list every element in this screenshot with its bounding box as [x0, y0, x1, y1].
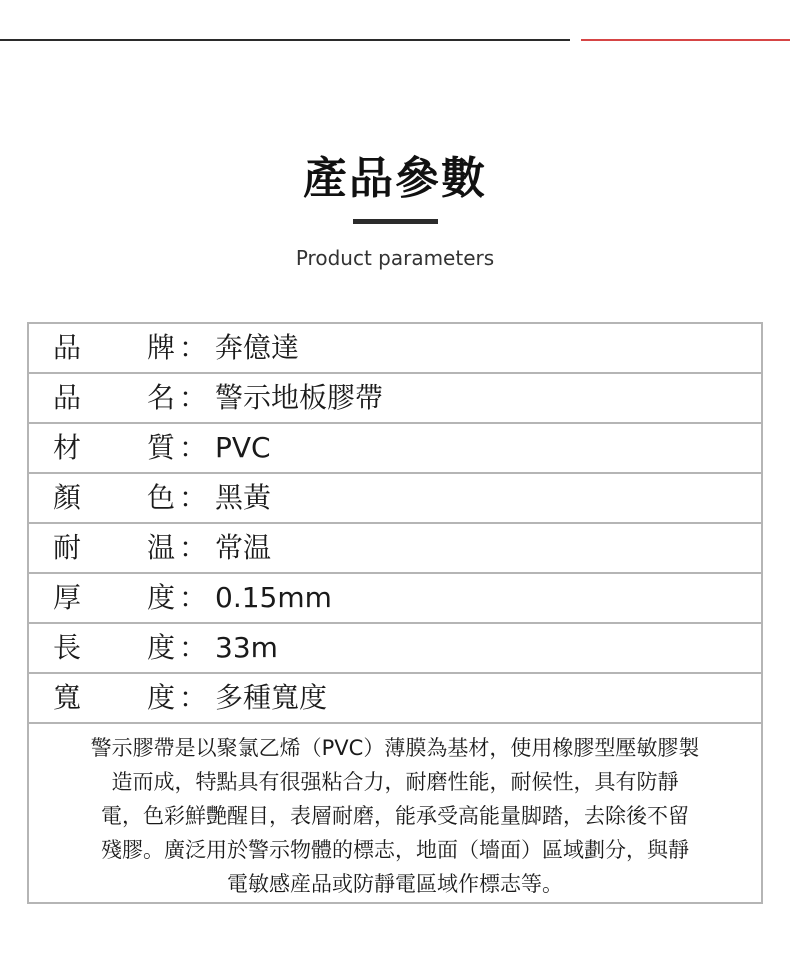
spec-colon: ：	[179, 431, 208, 464]
spec-colon: ：	[179, 481, 208, 514]
top-divider-dark	[0, 39, 570, 41]
spec-colon: ：	[179, 681, 208, 714]
spec-colon: ：	[179, 331, 208, 364]
spec-colon: ：	[179, 381, 208, 414]
spec-row-thickness	[29, 574, 761, 624]
spec-value-name: 警示地板膠帶	[215, 381, 384, 414]
page-subtitle: Product parameters	[295, 246, 495, 270]
spec-row-material	[29, 424, 761, 474]
spec-value-material: PVC	[215, 431, 271, 464]
spec-label-char-1: 顏	[53, 481, 82, 514]
spec-row-color	[29, 474, 761, 524]
spec-table	[27, 322, 763, 904]
spec-row-width	[29, 674, 761, 724]
spec-value-width: 多種寬度	[215, 681, 328, 714]
spec-row-name	[29, 374, 761, 424]
spec-label-char-1: 長	[53, 631, 82, 664]
description-line: 警示膠帶是以聚氯乙烯（PVC）薄膜為基材，使用橡膠型壓敏膠製	[90, 736, 700, 760]
description-line: 殘膠。廣泛用於警示物體的標志，地面（墻面）區域劃分，與靜	[101, 838, 689, 862]
product-description	[39, 731, 751, 901]
title-underline	[353, 219, 438, 224]
spec-colon: ：	[179, 581, 208, 614]
top-divider-red	[581, 39, 790, 41]
spec-label-char-1: 耐	[53, 531, 82, 564]
spec-label-char-1: 品	[53, 331, 82, 364]
spec-colon: ：	[179, 531, 208, 564]
description-line: 造而成，特點具有很强粘合力，耐磨性能，耐候性，具有防靜	[111, 770, 679, 794]
spec-value-brand: 奔億達	[215, 331, 300, 364]
spec-label-char-2: 色	[147, 481, 176, 514]
spec-value-color: 黑黃	[215, 481, 272, 514]
spec-row-brand	[29, 324, 761, 374]
spec-label-char-2: 名	[147, 381, 176, 414]
spec-row-length	[29, 624, 761, 674]
spec-label-char-2: 牌	[147, 331, 176, 364]
spec-value-temperature: 常温	[215, 531, 272, 564]
description-line: 電敏感産品或防靜電區域作標志等。	[227, 872, 563, 896]
spec-label-char-1: 寬	[53, 681, 82, 714]
spec-label-char-2: 度	[147, 681, 176, 714]
spec-label-char-2: 度	[147, 581, 176, 614]
spec-label-char-1: 品	[53, 381, 82, 414]
spec-colon: ：	[179, 631, 208, 664]
spec-label-char-1: 厚	[53, 581, 82, 614]
description-line: 電，色彩鮮艷醒目，表層耐磨，能承受高能量脚踏，去除後不留	[101, 804, 689, 828]
spec-value-length: 33m	[215, 631, 278, 664]
spec-label-char-2: 度	[147, 631, 176, 664]
page-title: 產品參數	[303, 153, 487, 204]
spec-row-temperature	[29, 524, 761, 574]
spec-label-char-1: 材	[53, 431, 82, 464]
spec-label-char-2: 温	[147, 531, 176, 564]
spec-value-thickness: 0.15mm	[215, 581, 332, 614]
spec-label-char-2: 質	[147, 431, 176, 464]
